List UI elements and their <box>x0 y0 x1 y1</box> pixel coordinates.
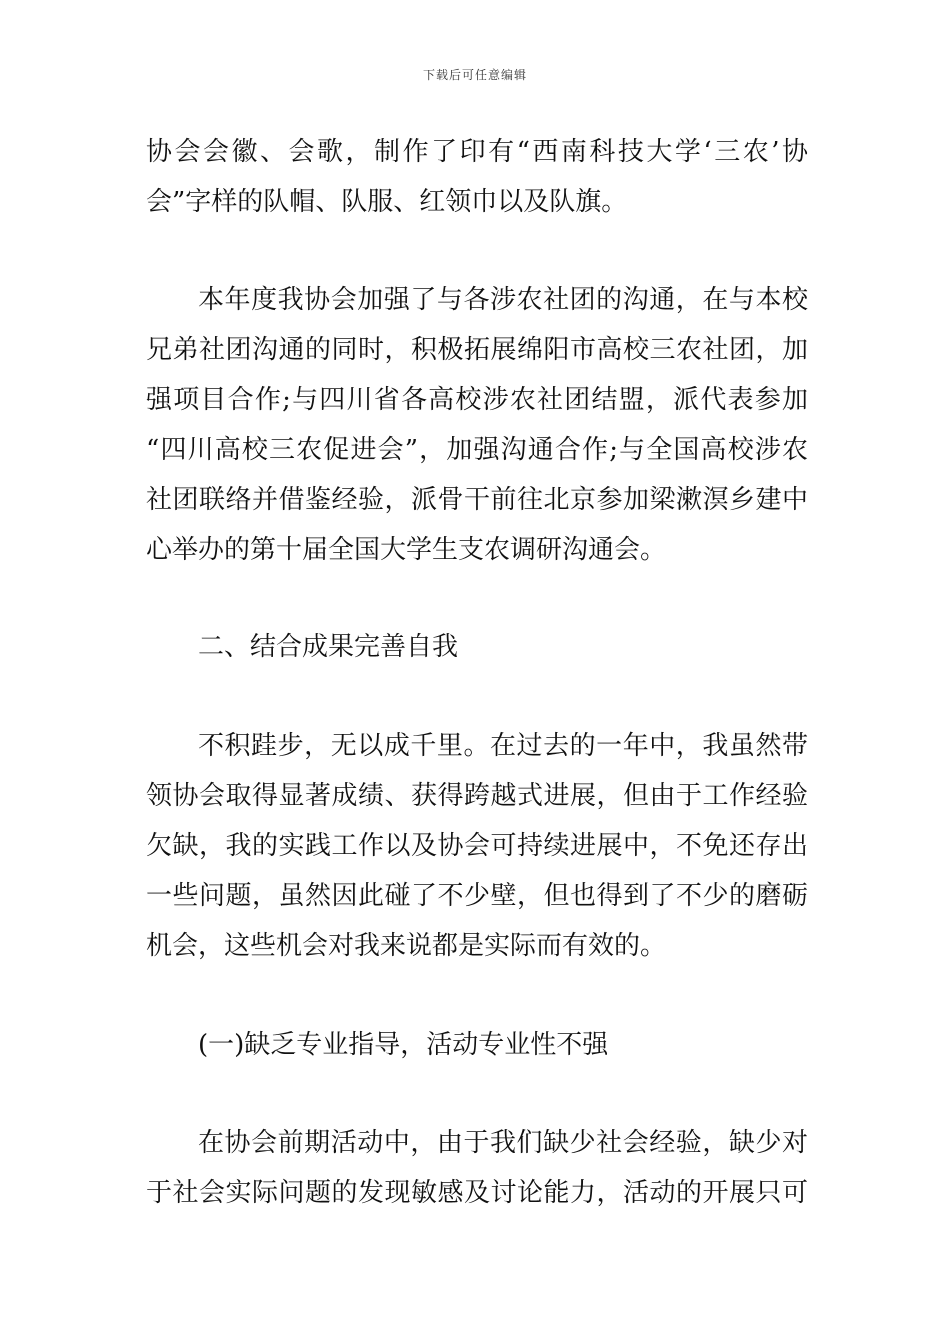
subsection-heading: (一)缺乏专业指导，活动专业性不强 <box>198 1030 609 1060</box>
paragraph-line: 欠缺，我的实践工作以及协会可持续进展中，不免还存出 <box>146 831 808 861</box>
paragraph-line: 一些问题，虽然因此碰了不少壁，但也得到了不少的磨砺 <box>146 881 808 911</box>
paragraph-line: “四川高校三农促进会”，加强沟通合作;与全国高校涉农 <box>146 435 808 465</box>
paragraph-line: 心举办的第十届全国大学生支农调研沟通会。 <box>146 535 667 565</box>
paragraph-line: 领协会取得显著成绩、获得跨越式进展，但由于工作经验 <box>146 781 808 811</box>
paragraph-line: 不积跬步，无以成千里。在过去的一年中，我虽然带 <box>198 731 808 761</box>
paragraph-line: 协会会徽、会歌，制作了印有“西南科技大学‘三农’协 <box>146 137 808 167</box>
paragraph-1 <box>146 127 808 227</box>
paragraph-2 <box>146 275 808 575</box>
paragraph-3 <box>146 721 808 971</box>
paragraph-line: 在协会前期活动中，由于我们缺少社会经验，缺少对 <box>198 1128 808 1158</box>
paragraph-line: 于社会实际问题的发现敏感及讨论能力，活动的开展只可 <box>146 1178 808 1208</box>
paragraph-line: 社团联络并借鉴经验，派骨干前往北京参加梁漱溟乡建中 <box>146 485 808 515</box>
page-header: 下载后可任意编辑 <box>422 68 527 82</box>
paragraph-4 <box>146 1118 808 1218</box>
paragraph-line: 本年度我协会加强了与各涉农社团的沟通，在与本校 <box>198 285 808 315</box>
paragraph-line: 会”字样的队帽、队服、红领巾以及队旗。 <box>146 187 628 217</box>
paragraph-line: 机会，这些机会对我来说都是实际而有效的。 <box>146 931 667 961</box>
section-heading: 二、结合成果完善自我 <box>198 632 459 662</box>
paragraph-line: 强项目合作;与四川省各高校涉农社团结盟，派代表参加 <box>146 385 808 415</box>
paragraph-line: 兄弟社团沟通的同时，积极拓展绵阳市高校三农社团，加 <box>146 335 808 365</box>
